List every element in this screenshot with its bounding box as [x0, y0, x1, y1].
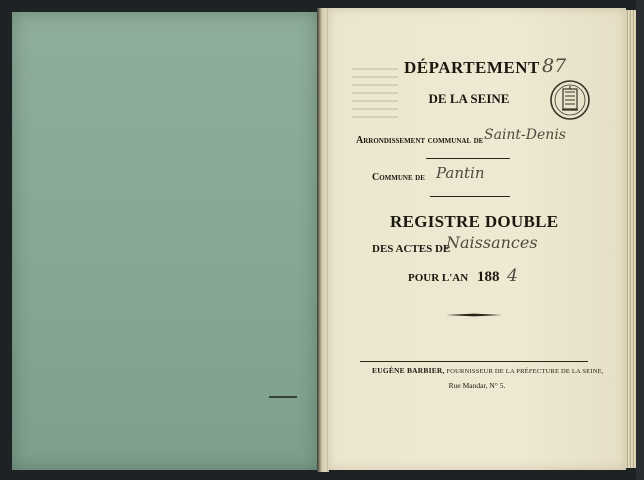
printer-description: FOURNISSEUR DE LA PRÉFECTURE DE LA SEINE,	[446, 368, 604, 375]
reference-number: 87	[542, 55, 567, 77]
show-through-text	[352, 68, 398, 118]
printer-name: EUGÈNE BARBIER,	[372, 366, 445, 375]
acts-value: Naissances	[446, 233, 538, 252]
arrondissement-label: Arrondissement communal de	[356, 135, 484, 146]
page-edges	[626, 10, 636, 468]
footer-rule	[360, 361, 588, 362]
ornament-rule-icon	[446, 313, 502, 317]
archive-seal-stamp-icon	[548, 78, 592, 122]
printer-address: Rue Mandar, N° 5.	[448, 381, 506, 390]
commune-value: Pantin	[436, 164, 485, 182]
divider-rule	[426, 158, 510, 159]
year-printed: 188	[477, 269, 500, 285]
department-name: DE LA SEINE	[428, 91, 510, 106]
year-handwritten: 4	[507, 266, 518, 286]
printer-line	[372, 366, 604, 375]
acts-label: DES ACTES DE	[372, 243, 451, 255]
commune-label: Commune de	[372, 172, 425, 183]
pencil-mark	[269, 396, 297, 398]
arrondissement-value: Saint-Denis	[484, 127, 566, 143]
inside-cover-page	[12, 12, 317, 470]
register-title: REGISTRE DOUBLE	[390, 212, 559, 231]
book-edge	[636, 0, 644, 480]
department-title: DÉPARTEMENT	[404, 58, 540, 77]
year-label: POUR L'AN	[408, 272, 469, 284]
divider-rule	[430, 196, 510, 197]
